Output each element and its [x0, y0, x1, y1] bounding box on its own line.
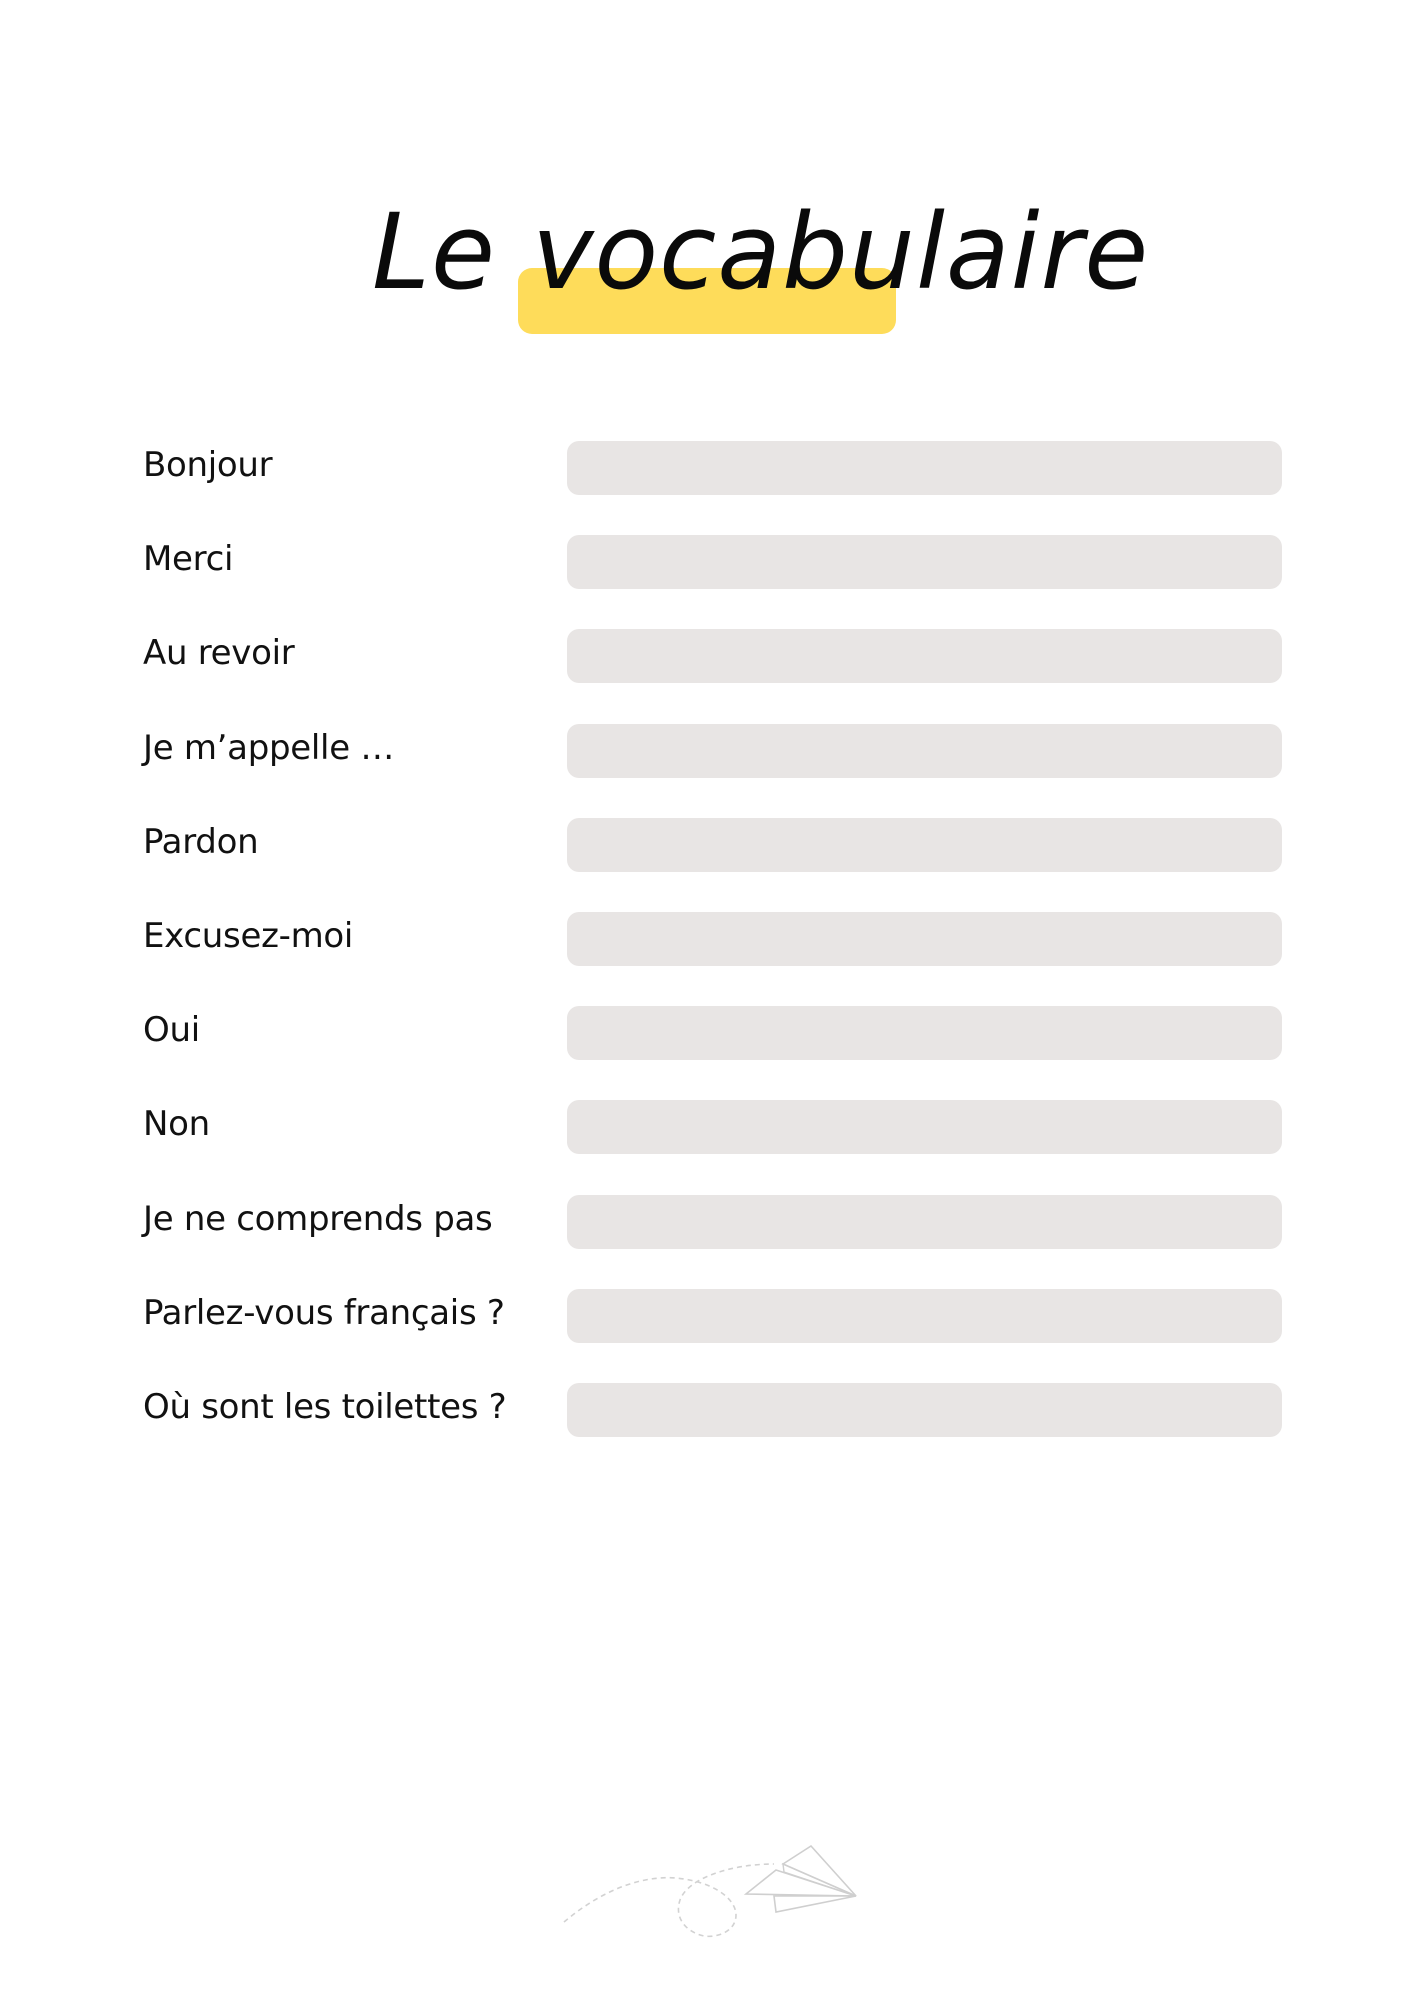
vocab-row: [0, 441, 1414, 495]
answer-field[interactable]: [567, 1383, 1282, 1437]
answer-field[interactable]: [567, 818, 1282, 872]
vocab-label: Je ne comprends pas: [143, 1199, 493, 1239]
vocab-row: [0, 1006, 1414, 1060]
vocab-row: [0, 1289, 1414, 1343]
title-word-vocabulaire: vocabulaire: [531, 191, 1150, 313]
answer-field[interactable]: [567, 535, 1282, 589]
vocab-label: Au revoir: [143, 633, 295, 673]
answer-field[interactable]: [567, 912, 1282, 966]
vocab-row: [0, 818, 1414, 872]
vocab-label: Pardon: [143, 822, 259, 862]
vocab-label: Merci: [143, 539, 234, 579]
answer-field[interactable]: [567, 1100, 1282, 1154]
answer-field[interactable]: [567, 1195, 1282, 1249]
vocab-row: [0, 1195, 1414, 1249]
answer-field[interactable]: [567, 1289, 1282, 1343]
answer-field[interactable]: [567, 1006, 1282, 1060]
title-word-le: Le: [372, 191, 496, 313]
answer-field[interactable]: [567, 441, 1282, 495]
vocab-label: Où sont les toilettes ?: [143, 1387, 507, 1427]
page-title: [372, 191, 1150, 313]
vocab-row: [0, 1100, 1414, 1154]
vocab-label: Excusez-moi: [143, 916, 354, 956]
vocab-label: Non: [143, 1104, 210, 1144]
paper-plane-icon: [556, 1840, 876, 1970]
answer-field[interactable]: [567, 629, 1282, 683]
vocab-row: [0, 1383, 1414, 1437]
vocab-row: [0, 629, 1414, 683]
vocab-label: Je m’appelle …: [143, 728, 395, 768]
vocab-row: [0, 724, 1414, 778]
answer-field[interactable]: [567, 724, 1282, 778]
vocab-row: [0, 535, 1414, 589]
vocab-label: Parlez-vous français ?: [143, 1293, 505, 1333]
vocab-label: Bonjour: [143, 445, 273, 485]
vocab-row: [0, 912, 1414, 966]
vocab-label: Oui: [143, 1010, 200, 1050]
